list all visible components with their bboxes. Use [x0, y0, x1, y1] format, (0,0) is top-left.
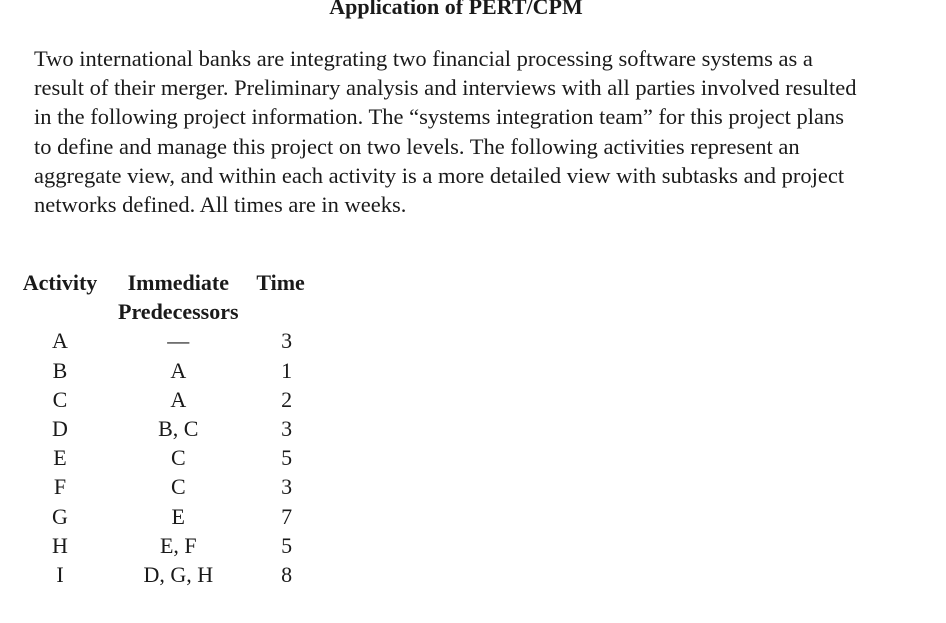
predecessors-cell: C: [170, 474, 186, 500]
time-cell: 5: [281, 532, 293, 558]
activity-cell: E: [53, 445, 67, 471]
page-title: Application of PERT/CPM: [329, 0, 583, 19]
time-cell: 2: [281, 386, 293, 412]
activity-cell: G: [52, 503, 68, 529]
header-predecessors-line1: Immediate: [127, 270, 229, 295]
intro-line: Two international banks are integrating two financial processing software systems as a: [34, 46, 813, 71]
predecessors-cell: E: [171, 503, 185, 529]
predecessors-cell: A: [170, 357, 187, 383]
intro-line: to define and manage this project on two levels. The following activities represent an: [34, 133, 800, 159]
activity-cell: F: [53, 474, 67, 500]
intro-line: aggregate view, and within each activity is a more detailed view with subtasks and project: [34, 162, 845, 188]
header-activity: Activity: [22, 270, 98, 295]
header-predecessors-line2: Predecessors: [118, 299, 239, 325]
table-row: [12, 443, 323, 472]
activity-table: [12, 268, 323, 589]
activity-cell: I: [56, 562, 64, 588]
time-cell: 1: [281, 357, 293, 383]
activity-cell: H: [52, 532, 68, 558]
table-header-row: [12, 268, 323, 326]
table-row: [12, 560, 323, 589]
activity-cell: A: [52, 328, 68, 354]
activity-cell: C: [52, 386, 68, 412]
time-cell: 5: [281, 445, 293, 471]
table-row: [12, 472, 323, 501]
time-cell: 3: [281, 328, 293, 354]
table-row: [12, 326, 323, 355]
intro-line: result of their merger. Preliminary analysis and interviews with all parties involved resulted: [34, 75, 857, 101]
time-cell: 3: [281, 416, 293, 442]
intro-line: networks defined. All times are in weeks.: [34, 192, 407, 218]
time-cell: 7: [281, 503, 293, 529]
table-row: [12, 356, 323, 385]
predecessors-cell: C: [170, 445, 186, 471]
header-predecessors: [108, 268, 239, 326]
table-body: [12, 326, 323, 589]
predecessors-cell: A: [170, 386, 187, 412]
intro-paragraph: [34, 44, 946, 219]
predecessors-cell: —: [167, 328, 190, 354]
table-row: [12, 502, 323, 531]
header-time: Time: [256, 270, 305, 295]
predecessors-cell: E, F: [159, 532, 197, 558]
table-row: [12, 414, 323, 443]
intro-line: in the following project information. The “systems integration team” for this project plans: [34, 104, 845, 130]
activity-cell: B: [52, 357, 68, 383]
time-cell: 3: [281, 474, 293, 500]
activity-cell: D: [52, 416, 68, 442]
time-cell: 8: [281, 562, 293, 588]
predecessors-cell: D, G, H: [143, 562, 214, 588]
table-row: [12, 385, 323, 414]
table-row: [12, 531, 323, 560]
predecessors-cell: B, C: [158, 416, 199, 442]
